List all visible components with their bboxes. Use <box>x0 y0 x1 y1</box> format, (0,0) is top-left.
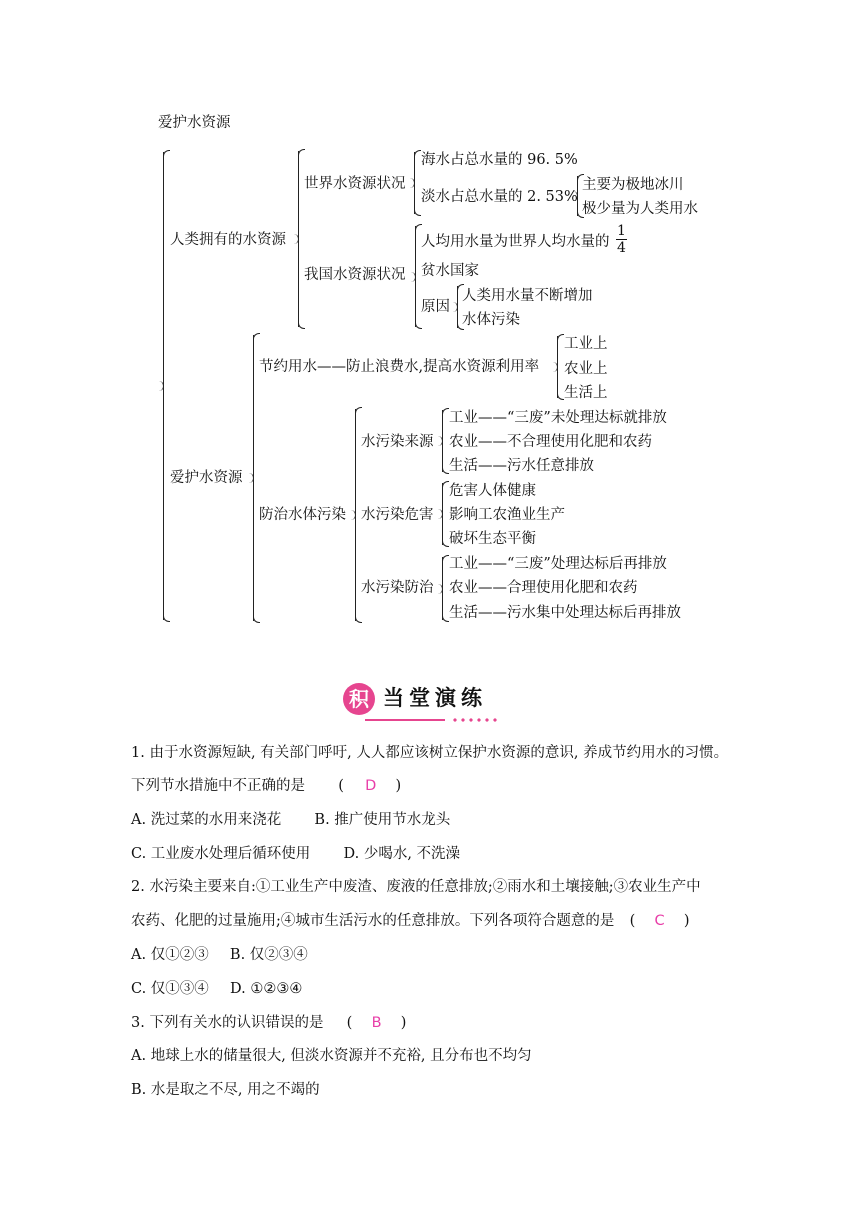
source-industry: 工业——“三废”未处理达标就排放 <box>449 410 667 426</box>
section-badge-icon: 积 <box>343 683 375 715</box>
control-agriculture: 农业——合理使用化肥和农药 <box>449 580 638 596</box>
q3-paren-close: ) <box>400 1015 407 1031</box>
q1-options-ab <box>131 811 450 829</box>
heading-underline <box>365 719 445 721</box>
q1-option-d: D. 少喝水, 不洗澡 <box>343 846 461 862</box>
node-human-water: 人类拥有的水资源 <box>170 232 286 248</box>
q1-paren-close: ) <box>395 778 402 794</box>
q2-paren-open: ( <box>629 913 636 929</box>
q3-stem-line1 <box>131 1014 406 1032</box>
brace-root <box>163 152 164 620</box>
q1-options-cd <box>131 845 460 863</box>
china-cause-label: 原因 <box>421 299 450 315</box>
world-fresh: 淡水占总水量的 2. 53% <box>421 189 578 205</box>
source-daily-life: 生活——污水任意排放 <box>449 458 594 474</box>
node-prevent-pollution: 防治水体污染 <box>259 507 346 523</box>
fraction-one-quarter <box>616 223 627 256</box>
brace-save <box>557 336 558 398</box>
q2-option-c: C. 仅①③④ <box>131 981 209 997</box>
q1-stem-text: 下列节水措施中不正确的是 <box>131 778 305 794</box>
china-poor-country: 贫水国家 <box>421 263 479 279</box>
brace-prevent <box>355 409 356 621</box>
q1-stem-line1: 1. 由于水资源短缺, 有关部门呼吁, 人人都应该树立保护水资源的意识, 养成节约用水的习惯。 <box>131 745 729 761</box>
q2-answer: C <box>654 913 665 929</box>
fresh-glacier: 主要为极地冰川 <box>582 177 684 193</box>
node-save-water: 节约用水——防止浪费水,提高水资源利用率 <box>259 359 540 375</box>
brace-source <box>442 410 443 472</box>
china-per-capita: 人均用水量为世界人均水量的 <box>421 234 610 250</box>
world-sea: 海水占总水量的 96. 5% <box>421 152 578 168</box>
brace-human-water <box>298 151 299 327</box>
brace-cause <box>457 286 458 328</box>
q1-answer: D <box>365 778 377 794</box>
q2-stem-line1: 2. 水污染主要来自:①工业生产中废渣、废液的任意排放;②雨水和土壤接触;③农业生产中 <box>131 879 701 895</box>
node-protect-water: 爱护水资源 <box>170 470 243 486</box>
q2-option-b: B. 仅②③④ <box>229 947 308 963</box>
q1-option-b: B. 推广使用节水龙头 <box>314 812 451 828</box>
harm-ecology: 破坏生态平衡 <box>449 531 536 547</box>
node-world-status: 世界水资源状况 <box>304 176 406 192</box>
diagram-title: 爱护水资源 <box>158 115 231 131</box>
q3-option-a: A. 地球上水的储量很大, 但淡水资源并不充裕, 且分布也不均匀 <box>131 1048 532 1064</box>
q2-paren-close: ) <box>683 913 690 929</box>
node-pollution-source: 水污染来源 <box>361 434 434 450</box>
q2-option-a: A. 仅①②③ <box>131 947 209 963</box>
fresh-human-use: 极少量为人类用水 <box>582 201 698 217</box>
node-china-status: 我国水资源状况 <box>304 267 406 283</box>
save-agriculture: 农业上 <box>564 361 608 377</box>
q2-stem-text: 农药、化肥的过量施用;④城市生活污水的任意排放。下列各项符合题意的是 <box>131 913 615 929</box>
node-pollution-harm: 水污染危害 <box>361 507 434 523</box>
brace-control <box>442 557 443 620</box>
brace-protect <box>253 335 254 621</box>
save-industry: 工业上 <box>564 336 608 352</box>
q2-options-ab <box>131 946 308 964</box>
heading-dots <box>451 718 499 722</box>
q1-option-c: C. 工业废水处理后循环使用 <box>131 846 311 862</box>
q1-paren-open: ( <box>338 778 344 794</box>
brace-harm <box>442 483 443 545</box>
section-title: 当堂演练 <box>383 686 487 710</box>
q1-stem-line2 <box>131 777 401 795</box>
q3-answer: B <box>371 1015 382 1031</box>
control-daily-life: 生活——污水集中处理达标后再排放 <box>449 605 681 621</box>
q2-option-d: D. ①②③④ <box>230 981 303 997</box>
q3-paren-open: ( <box>346 1015 353 1031</box>
harm-health: 危害人体健康 <box>449 483 536 499</box>
control-industry: 工业——“三废”处理达标后再排放 <box>449 556 667 572</box>
q1-option-a: A. 洗过菜的水用来浇花 <box>131 812 282 828</box>
q2-options-cd <box>131 980 302 998</box>
node-pollution-control: 水污染防治 <box>361 580 434 596</box>
brace-world <box>414 152 415 214</box>
brace-china <box>415 226 416 327</box>
cause-pollution: 水体污染 <box>462 312 520 328</box>
q3-stem-text: 3. 下列有关水的认识错误的是 <box>131 1015 324 1031</box>
source-agriculture: 农业——不合理使用化肥和农药 <box>449 434 652 450</box>
save-daily-life: 生活上 <box>564 385 608 401</box>
fraction-denominator: 4 <box>617 240 626 256</box>
fraction-numerator: 1 <box>617 223 626 239</box>
brace-fresh <box>577 176 578 216</box>
cause-demand: 人类用水量不断增加 <box>462 288 593 304</box>
q3-option-b: B. 水是取之不尽, 用之不竭的 <box>131 1082 320 1098</box>
harm-production: 影响工农渔业生产 <box>449 507 565 523</box>
q2-stem-line2 <box>131 912 690 930</box>
section-heading <box>343 680 513 724</box>
